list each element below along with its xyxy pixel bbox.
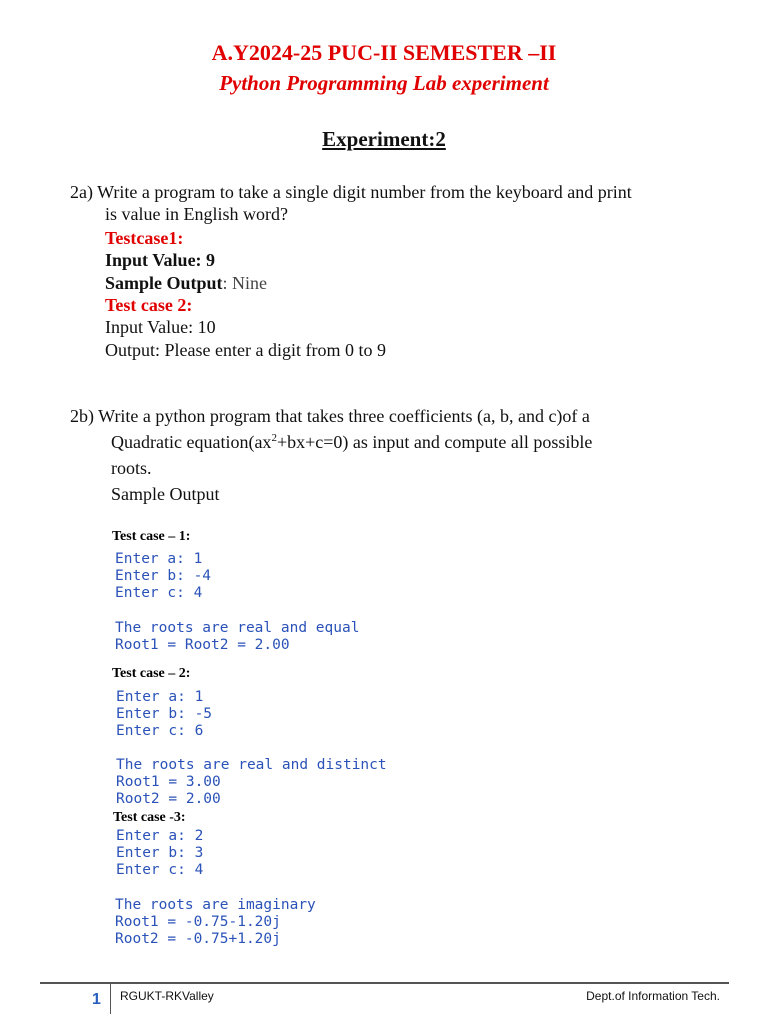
testcase-2-input-b: Enter b: -5 xyxy=(116,706,213,722)
q2a-testcase2-label: Test case 2: xyxy=(105,295,193,315)
testcase-1-input-c: Enter c: 4 xyxy=(115,585,203,601)
q2a-testcase2-input: Input Value: 10 xyxy=(105,317,216,337)
q2b-text-line3: roots. xyxy=(111,458,152,478)
testcase-3-root2: Root2 = -0.75+1.20j xyxy=(115,931,281,947)
q2b-sample-output-label: Sample Output xyxy=(111,484,220,504)
page-number: 1 xyxy=(92,991,101,1008)
testcase-2-root2: Root2 = 2.00 xyxy=(116,791,221,807)
footer-divider-tick xyxy=(110,984,111,1014)
experiment-heading: Experiment:2 xyxy=(322,127,446,151)
document-header-title: A.Y2024-25 PUC-II SEMESTER –II xyxy=(211,40,557,65)
testcase-1-input-b: Enter b: -4 xyxy=(115,568,212,584)
testcase-3-root1: Root1 = -0.75-1.20j xyxy=(115,914,281,930)
testcase-3-input-a: Enter a: 2 xyxy=(116,828,204,844)
sample-output-value: : Nine xyxy=(222,273,268,293)
testcase-1-input-a: Enter a: 1 xyxy=(115,551,203,567)
testcase-2-root1: Root1 = 3.00 xyxy=(116,774,221,790)
testcase-2-label: Test case – 2: xyxy=(112,666,191,681)
footer-divider xyxy=(40,982,729,984)
testcase-3-label: Test case -3: xyxy=(113,810,186,825)
testcase-1-label: Test case – 1: xyxy=(112,529,191,544)
q2a-text-line2: is value in English word? xyxy=(105,204,288,224)
testcase-1-result: The roots are real and equal xyxy=(115,620,360,636)
q2a-testcase2-output: Output: Please enter a digit from 0 to 9 xyxy=(105,340,386,360)
testcase-3-input-b: Enter b: 3 xyxy=(116,845,204,861)
testcase-2-input-c: Enter c: 6 xyxy=(116,723,204,739)
testcase-2-result: The roots are real and distinct xyxy=(116,757,387,773)
footer-department: Dept.of Information Tech. xyxy=(586,989,720,1003)
q2a-testcase1-input: Input Value: 9 xyxy=(105,250,216,270)
q2a-testcase1-output xyxy=(105,272,267,294)
document-subtitle: Python Programming Lab experiment xyxy=(219,71,549,95)
q2b-text-line2: Quadratic $equation(ax^2+bx+c=0)$ as input and compute all possible xyxy=(111,432,593,452)
testcase-3-result: The roots are imaginary xyxy=(115,897,316,913)
testcase-1-root: Root1 = Root2 = 2.00 xyxy=(115,637,290,653)
sample-output-label: Sample Output xyxy=(105,273,223,293)
q2b-text-line1: 2b) Write a python program that takes three coefficients (a, b, and c)of a xyxy=(70,406,590,426)
testcase-2-input-a: Enter a: 1 xyxy=(116,689,204,705)
q2a-text-line1: 2a) Write a program to take a single digit number from the keyboard and print xyxy=(70,182,632,202)
testcase-3-input-c: Enter c: 4 xyxy=(116,862,204,878)
q2a-testcase1-label: Testcase1: xyxy=(105,228,184,248)
footer-institution: RGUKT-RKValley xyxy=(120,989,214,1003)
